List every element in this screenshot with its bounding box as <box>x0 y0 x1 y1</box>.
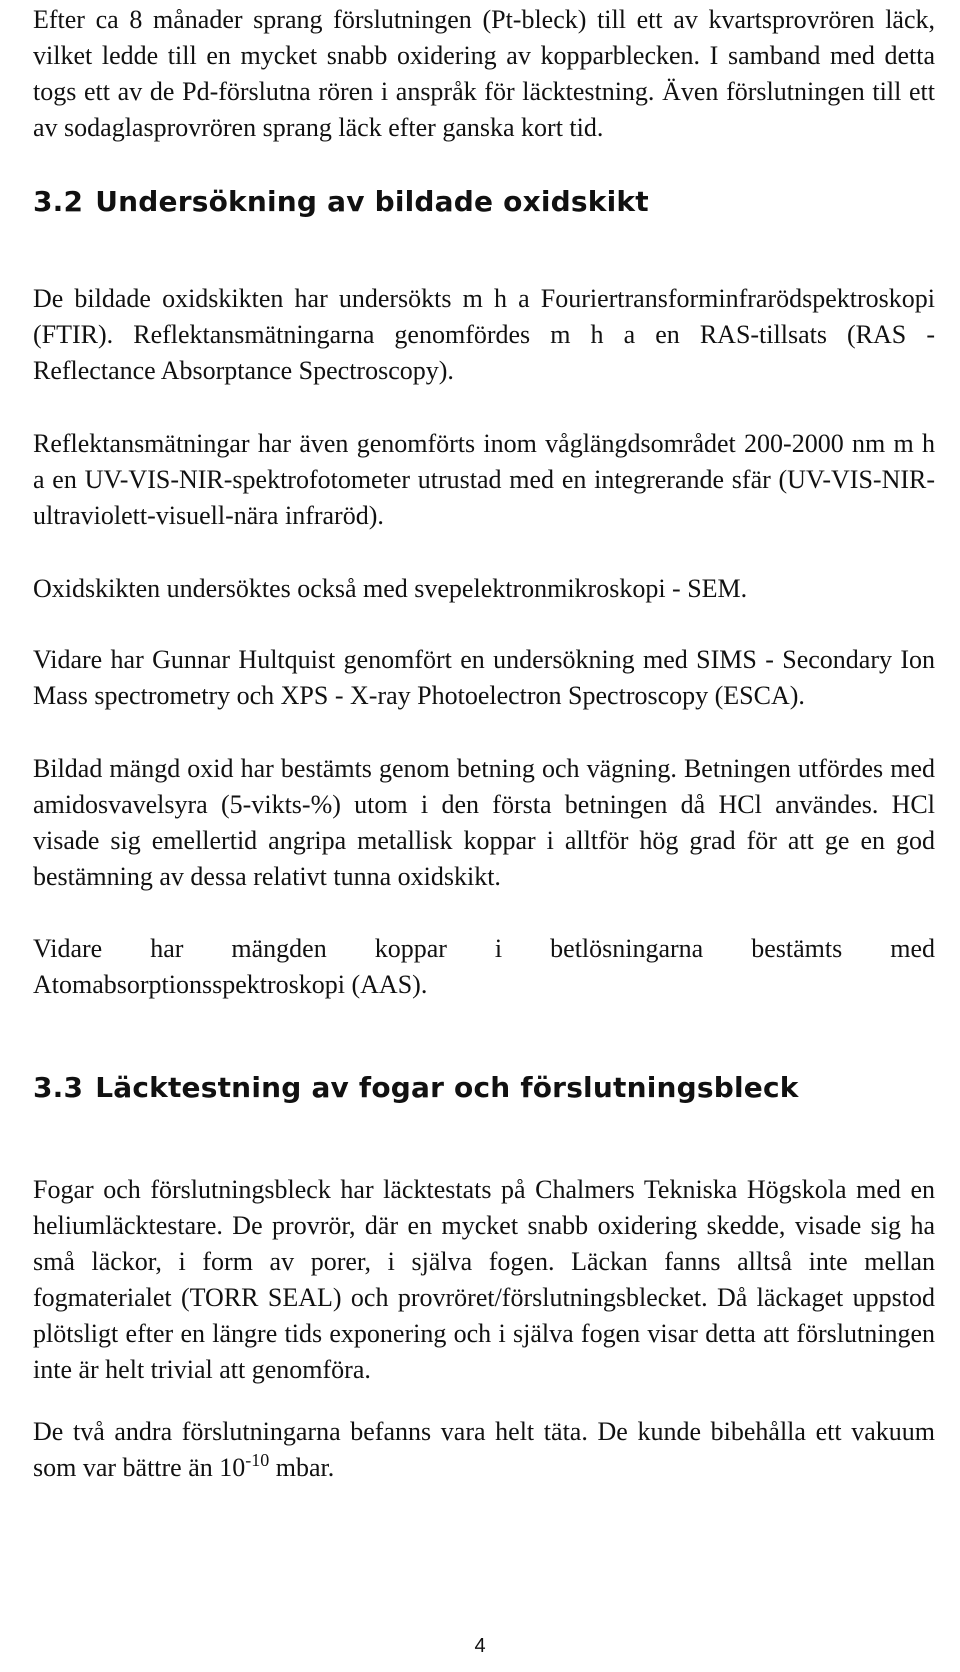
section-3-3-title: Läcktestning av fogar och förslutningsbleck <box>95 1071 799 1104</box>
vacuum-exponent: -10 <box>245 1450 270 1470</box>
section-3-2-paragraph-4: Vidare har Gunnar Hultquist genomfört en undersökning med SIMS - Secondary Ion Mass spectrometry och XPS - X-ray Photoelectron Spectroscopy (ESCA). <box>33 645 935 710</box>
section-3-3-paragraph-2 <box>33 1414 935 1486</box>
section-3-3-number: 3.3 <box>33 1071 84 1104</box>
vacuum-unit: mbar. <box>269 1453 335 1482</box>
section-3-3-paragraph-2-text: De två andra förslutningarna befanns vara helt täta. De kunde bibehålla ett vakuum som var bättre än 10 <box>33 1417 935 1482</box>
section-3-2-paragraph-3: Oxidskikten undersöktes också med svepelektronmikroskopi - SEM. <box>33 574 748 603</box>
section-3-2-title: Undersökning av bildade oxidskikt <box>95 185 649 218</box>
section-3-2-paragraph-6: Vidare har mängden koppar i betlösningarna bestämts med Atomabsorptionsspektroskopi (AAS). <box>33 934 935 999</box>
section-3-2-number: 3.2 <box>33 185 84 218</box>
section-3-2-heading <box>33 184 649 220</box>
section-3-2-paragraph-5: Bildad mängd oxid har bestämts genom betning och vägning. Betningen utfördes med amidosvavelsyra (5-vikts-%) utom i den första betningen då HCl användes. HCl visade sig emellertid angripa metallisk koppar i alltför hög grad för att ge en god bestämning av dessa relativt tunna oxidskikt. <box>33 754 935 891</box>
intro-paragraph: Efter ca 8 månader sprang förslutningen (Pt-bleck) till ett av kvartsprovrören läck, vilket ledde till en mycket snabb oxidering av kopparblecken. I samband med detta togs ett av de Pd-förslutna rören i anspråk för läcktestning. Även förslutningen till ett av sodaglasprovrören sprang läck efter ganska kort tid. <box>33 5 935 142</box>
section-3-2-paragraph-1: De bildade oxidskikten har undersökts m h a Fouriertransforminfrarödspektroskopi (FTIR). Reflektansmätningarna genomfördes m h a en RAS-tillsats (RAS - Reflectance Absorptance Spectroscopy). <box>33 284 935 385</box>
page-number: 4 <box>474 1635 486 1657</box>
section-3-3-paragraph-1: Fogar och förslutningsbleck har läcktestats på Chalmers Tekniska Högskola med en heliumläcktestare. De provrör, där en mycket snabb oxidering skedde, visade sig ha små läckor, i form av porer, i själva fogen. Läckan fanns alltså inte mellan fogmaterialet (TORR SEAL) och provröret/förslutningsblecket. Då läckaget uppstod plötsligt efter en längre tids exponering och i själva fogen visar detta att förslutningen inte är helt trivial att genomföra. <box>33 1175 935 1384</box>
section-3-2-paragraph-2: Reflektansmätningar har även genomförts inom våglängdsområdet 200-2000 nm m h a en UV-VIS-NIR-spektrofotometer utrustad med en integrerande sfär (UV-VIS-NIR-ultraviolett-visuell-nära infraröd). <box>33 429 935 530</box>
section-3-3-heading <box>33 1070 799 1106</box>
